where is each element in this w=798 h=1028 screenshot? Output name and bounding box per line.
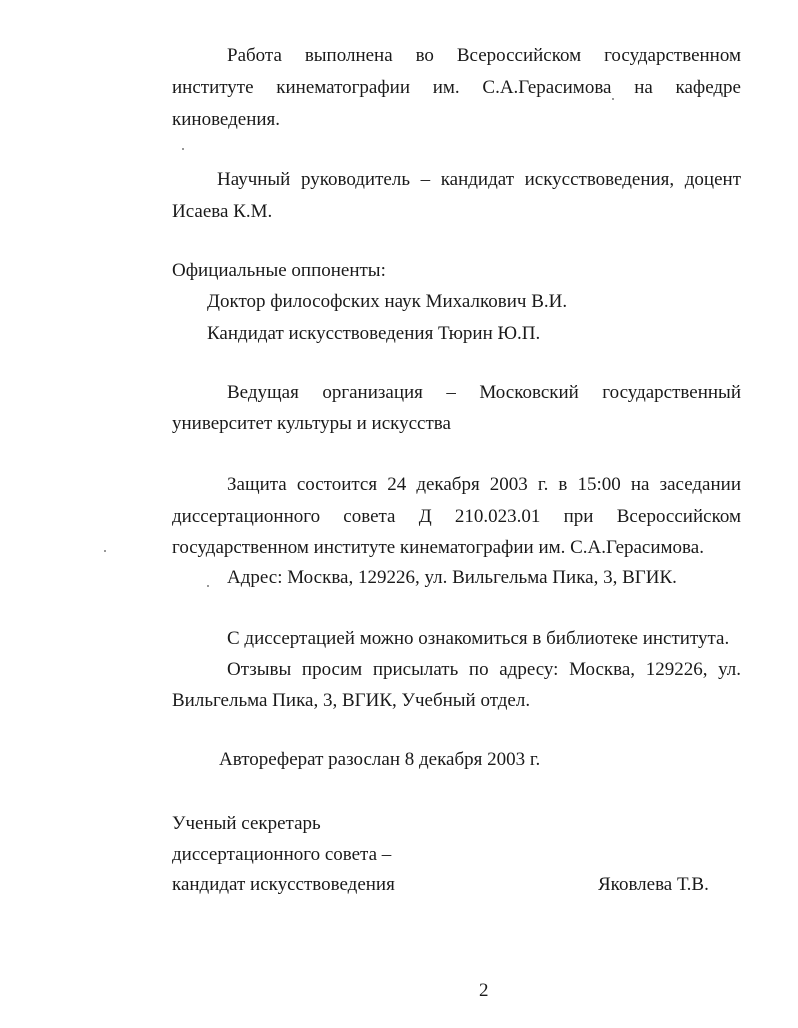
defense-address: Адрес: Москва, 129226, ул. Вильгельма Пика, 3, ВГИК. <box>227 567 677 588</box>
reviews-line-1: Отзывы просим присылать по адресу: Москва, 129226, ул. <box>227 659 741 680</box>
supervisor-line-2: Исаева К.М. <box>172 201 273 222</box>
scan-speck <box>207 585 209 587</box>
opponent-1: Доктор философских наук Михалкович В.И. <box>207 291 568 312</box>
organization-line-2: университет культуры и искусства <box>172 413 451 434</box>
defense-line-2: диссертационного совета Д 210.023.01 при Всероссийском <box>172 506 741 527</box>
reviews-line-2: Вильгельма Пика, 3, ВГИК, Учебный отдел. <box>172 690 531 711</box>
secretary-line-2: диссертационного совета – <box>172 844 392 865</box>
scan-speck <box>104 550 106 552</box>
opponent-2: Кандидат искусствоведения Тюрин Ю.П. <box>207 323 541 344</box>
secretary-line-1: Ученый секретарь <box>172 813 321 834</box>
scan-speck <box>612 98 614 100</box>
defense-line-1: Защита состоится 24 декабря 2003 г. в 15:00 на заседании <box>227 474 741 495</box>
supervisor-line-1: Научный руководитель – кандидат искусствоведения, доцент <box>217 169 741 190</box>
secretary-line-3: кандидат искусствоведения <box>172 874 395 895</box>
scan-speck <box>182 148 184 150</box>
library-line: С диссертацией можно ознакомиться в библиотеке института. <box>227 628 730 649</box>
sent-date-line: Автореферат разослан 8 декабря 2003 г. <box>219 749 541 770</box>
opponents-heading: Официальные оппоненты: <box>172 260 386 281</box>
intro-line-1: Работа выполнена во Всероссийском государственном <box>227 45 741 66</box>
page-number: 2 <box>479 980 489 1001</box>
defense-line-3: государственном институте кинематографии им. С.А.Герасимова. <box>172 537 704 558</box>
intro-line-3: киноведения. <box>172 109 281 130</box>
organization-line-1: Ведущая организация – Московский государственный <box>227 382 741 403</box>
intro-line-2: институте кинематографии им. С.А.Герасимова на кафедре <box>172 77 741 98</box>
secretary-name: Яковлева Т.В. <box>598 874 709 895</box>
